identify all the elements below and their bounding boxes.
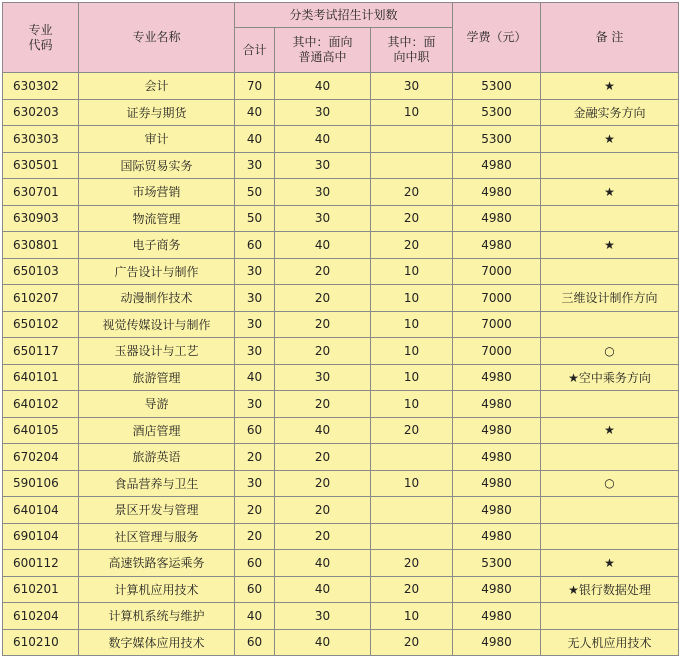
cell-total: 30 — [235, 311, 275, 338]
cell-remark — [541, 603, 679, 630]
cell-code: 650117 — [3, 338, 79, 365]
cell-tuition: 4980 — [453, 629, 541, 656]
table-row — [3, 470, 679, 497]
cell-total: 30 — [235, 470, 275, 497]
cell-tuition: 7000 — [453, 338, 541, 365]
cell-vocational: 20 — [371, 232, 453, 259]
cell-general: 30 — [275, 179, 371, 206]
header-general — [275, 28, 371, 73]
cell-vocational: 10 — [371, 258, 453, 285]
cell-name: 证券与期货 — [79, 99, 235, 126]
cell-vocational: 20 — [371, 576, 453, 603]
cell-total: 40 — [235, 364, 275, 391]
cell-name: 景区开发与管理 — [79, 497, 235, 524]
header-general-line1: 其中：面向 — [292, 35, 353, 49]
cell-name: 国际贸易实务 — [79, 152, 235, 179]
cell-general: 30 — [275, 603, 371, 630]
header-code-line2: 代码 — [28, 37, 53, 52]
cell-tuition: 7000 — [453, 311, 541, 338]
cell-vocational: 20 — [371, 629, 453, 656]
table-row — [3, 576, 679, 603]
table-header — [3, 3, 679, 73]
cell-vocational: 20 — [371, 205, 453, 232]
cell-tuition: 4980 — [453, 444, 541, 471]
table-body — [3, 73, 679, 656]
cell-remark: ★ — [541, 232, 679, 259]
cell-remark — [541, 523, 679, 550]
cell-code: 670204 — [3, 444, 79, 471]
cell-code: 610201 — [3, 576, 79, 603]
cell-name: 食品营养与卫生 — [79, 470, 235, 497]
cell-remark — [541, 311, 679, 338]
cell-tuition: 4980 — [453, 523, 541, 550]
header-tuition: 学费（元） — [453, 3, 541, 73]
table-row — [3, 444, 679, 471]
table-row — [3, 417, 679, 444]
cell-remark: ○ — [541, 470, 679, 497]
enrollment-plan-table — [2, 2, 679, 656]
cell-total: 30 — [235, 258, 275, 285]
table-row — [3, 73, 679, 100]
cell-code: 630701 — [3, 179, 79, 206]
header-general-line2: 普通高中 — [298, 50, 347, 64]
cell-general: 20 — [275, 470, 371, 497]
table-row — [3, 550, 679, 577]
cell-general: 20 — [275, 391, 371, 418]
cell-general: 20 — [275, 497, 371, 524]
cell-vocational — [371, 126, 453, 153]
cell-tuition: 4980 — [453, 497, 541, 524]
cell-tuition: 5300 — [453, 126, 541, 153]
cell-vocational: 10 — [371, 391, 453, 418]
header-vocational-line2: 向中职 — [393, 50, 430, 64]
cell-name: 视觉传媒设计与制作 — [79, 311, 235, 338]
table-row — [3, 179, 679, 206]
cell-vocational: 10 — [371, 470, 453, 497]
cell-remark: 三维设计制作方向 — [541, 285, 679, 312]
cell-general: 40 — [275, 73, 371, 100]
table-row — [3, 338, 679, 365]
cell-total: 60 — [235, 417, 275, 444]
table-row — [3, 152, 679, 179]
cell-tuition: 7000 — [453, 258, 541, 285]
cell-general: 20 — [275, 444, 371, 471]
cell-name: 旅游管理 — [79, 364, 235, 391]
cell-vocational: 10 — [371, 311, 453, 338]
cell-code: 630501 — [3, 152, 79, 179]
cell-code: 640101 — [3, 364, 79, 391]
cell-vocational: 20 — [371, 179, 453, 206]
cell-tuition: 4980 — [453, 603, 541, 630]
cell-name: 社区管理与服务 — [79, 523, 235, 550]
table-row — [3, 126, 679, 153]
cell-code: 650102 — [3, 311, 79, 338]
cell-remark: ★ — [541, 73, 679, 100]
cell-remark: 金融实务方向 — [541, 99, 679, 126]
cell-tuition: 4980 — [453, 417, 541, 444]
cell-total: 50 — [235, 205, 275, 232]
cell-remark: ★空中乘务方向 — [541, 364, 679, 391]
cell-general: 20 — [275, 523, 371, 550]
cell-remark: 无人机应用技术 — [541, 629, 679, 656]
cell-name: 广告设计与制作 — [79, 258, 235, 285]
table-row — [3, 232, 679, 259]
cell-name: 旅游英语 — [79, 444, 235, 471]
cell-remark — [541, 497, 679, 524]
cell-code: 610207 — [3, 285, 79, 312]
cell-general: 20 — [275, 311, 371, 338]
header-plan-group: 分类考试招生计划数 — [235, 3, 453, 28]
table-row — [3, 629, 679, 656]
cell-tuition: 4980 — [453, 152, 541, 179]
cell-total: 60 — [235, 576, 275, 603]
cell-vocational: 10 — [371, 285, 453, 312]
cell-name: 玉器设计与工艺 — [79, 338, 235, 365]
cell-tuition: 4980 — [453, 179, 541, 206]
cell-tuition: 4980 — [453, 391, 541, 418]
cell-code: 650103 — [3, 258, 79, 285]
table-row — [3, 391, 679, 418]
cell-tuition: 4980 — [453, 470, 541, 497]
cell-general: 30 — [275, 99, 371, 126]
cell-general: 40 — [275, 550, 371, 577]
cell-vocational: 30 — [371, 73, 453, 100]
cell-total: 30 — [235, 391, 275, 418]
cell-code: 630801 — [3, 232, 79, 259]
table-row — [3, 99, 679, 126]
cell-general: 20 — [275, 258, 371, 285]
cell-remark: ★ — [541, 550, 679, 577]
table-row — [3, 205, 679, 232]
cell-vocational: 10 — [371, 364, 453, 391]
cell-remark — [541, 205, 679, 232]
cell-remark: ★ — [541, 179, 679, 206]
table-row — [3, 311, 679, 338]
cell-total: 20 — [235, 497, 275, 524]
cell-code: 630303 — [3, 126, 79, 153]
cell-vocational — [371, 497, 453, 524]
cell-name: 会计 — [79, 73, 235, 100]
cell-total: 20 — [235, 444, 275, 471]
cell-vocational: 10 — [371, 338, 453, 365]
cell-remark — [541, 258, 679, 285]
table-row — [3, 523, 679, 550]
cell-name: 审计 — [79, 126, 235, 153]
cell-total: 30 — [235, 285, 275, 312]
header-code — [3, 3, 79, 73]
cell-remark: ★银行数据处理 — [541, 576, 679, 603]
cell-tuition: 4980 — [453, 576, 541, 603]
table-row — [3, 258, 679, 285]
header-code-line1: 专业 — [28, 22, 53, 37]
cell-vocational: 10 — [371, 603, 453, 630]
cell-name: 物流管理 — [79, 205, 235, 232]
cell-vocational — [371, 152, 453, 179]
cell-tuition: 5300 — [453, 99, 541, 126]
cell-name: 计算机应用技术 — [79, 576, 235, 603]
table-row — [3, 285, 679, 312]
table-row — [3, 497, 679, 524]
cell-name: 导游 — [79, 391, 235, 418]
cell-vocational: 20 — [371, 417, 453, 444]
header-name: 专业名称 — [79, 3, 235, 73]
table-row — [3, 364, 679, 391]
header-vocational-line1: 其中：面 — [387, 35, 436, 49]
cell-name: 计算机系统与维护 — [79, 603, 235, 630]
cell-name: 市场营销 — [79, 179, 235, 206]
cell-total: 60 — [235, 629, 275, 656]
cell-general: 40 — [275, 576, 371, 603]
cell-total: 50 — [235, 179, 275, 206]
cell-vocational: 10 — [371, 99, 453, 126]
cell-general: 20 — [275, 285, 371, 312]
cell-tuition: 7000 — [453, 285, 541, 312]
cell-total: 40 — [235, 99, 275, 126]
cell-name: 动漫制作技术 — [79, 285, 235, 312]
cell-general: 40 — [275, 629, 371, 656]
cell-total: 20 — [235, 523, 275, 550]
header-remark: 备 注 — [541, 3, 679, 73]
cell-total: 70 — [235, 73, 275, 100]
cell-total: 30 — [235, 338, 275, 365]
cell-total: 60 — [235, 550, 275, 577]
cell-total: 40 — [235, 603, 275, 630]
cell-tuition: 4980 — [453, 364, 541, 391]
cell-vocational — [371, 444, 453, 471]
cell-code: 690104 — [3, 523, 79, 550]
cell-name: 电子商务 — [79, 232, 235, 259]
cell-total: 30 — [235, 152, 275, 179]
cell-remark — [541, 444, 679, 471]
cell-name: 数字媒体应用技术 — [79, 629, 235, 656]
cell-code: 610210 — [3, 629, 79, 656]
cell-code: 630302 — [3, 73, 79, 100]
cell-general: 30 — [275, 205, 371, 232]
cell-vocational — [371, 523, 453, 550]
cell-total: 60 — [235, 232, 275, 259]
cell-general: 30 — [275, 152, 371, 179]
cell-general: 40 — [275, 126, 371, 153]
cell-tuition: 4980 — [453, 205, 541, 232]
cell-general: 20 — [275, 338, 371, 365]
cell-code: 640102 — [3, 391, 79, 418]
cell-vocational: 20 — [371, 550, 453, 577]
cell-remark — [541, 152, 679, 179]
header-total: 合计 — [235, 28, 275, 73]
cell-code: 640104 — [3, 497, 79, 524]
cell-code: 590106 — [3, 470, 79, 497]
cell-remark — [541, 391, 679, 418]
cell-code: 640105 — [3, 417, 79, 444]
cell-general: 40 — [275, 417, 371, 444]
header-vocational — [371, 28, 453, 73]
table-row — [3, 603, 679, 630]
cell-tuition: 5300 — [453, 73, 541, 100]
cell-general: 40 — [275, 232, 371, 259]
cell-code: 610204 — [3, 603, 79, 630]
cell-tuition: 4980 — [453, 232, 541, 259]
cell-name: 酒店管理 — [79, 417, 235, 444]
cell-total: 40 — [235, 126, 275, 153]
cell-remark: ○ — [541, 338, 679, 365]
cell-remark: ★ — [541, 126, 679, 153]
cell-code: 630203 — [3, 99, 79, 126]
cell-remark: ★ — [541, 417, 679, 444]
cell-tuition: 5300 — [453, 550, 541, 577]
cell-general: 30 — [275, 364, 371, 391]
cell-code: 600112 — [3, 550, 79, 577]
cell-code: 630903 — [3, 205, 79, 232]
cell-name: 高速铁路客运乘务 — [79, 550, 235, 577]
